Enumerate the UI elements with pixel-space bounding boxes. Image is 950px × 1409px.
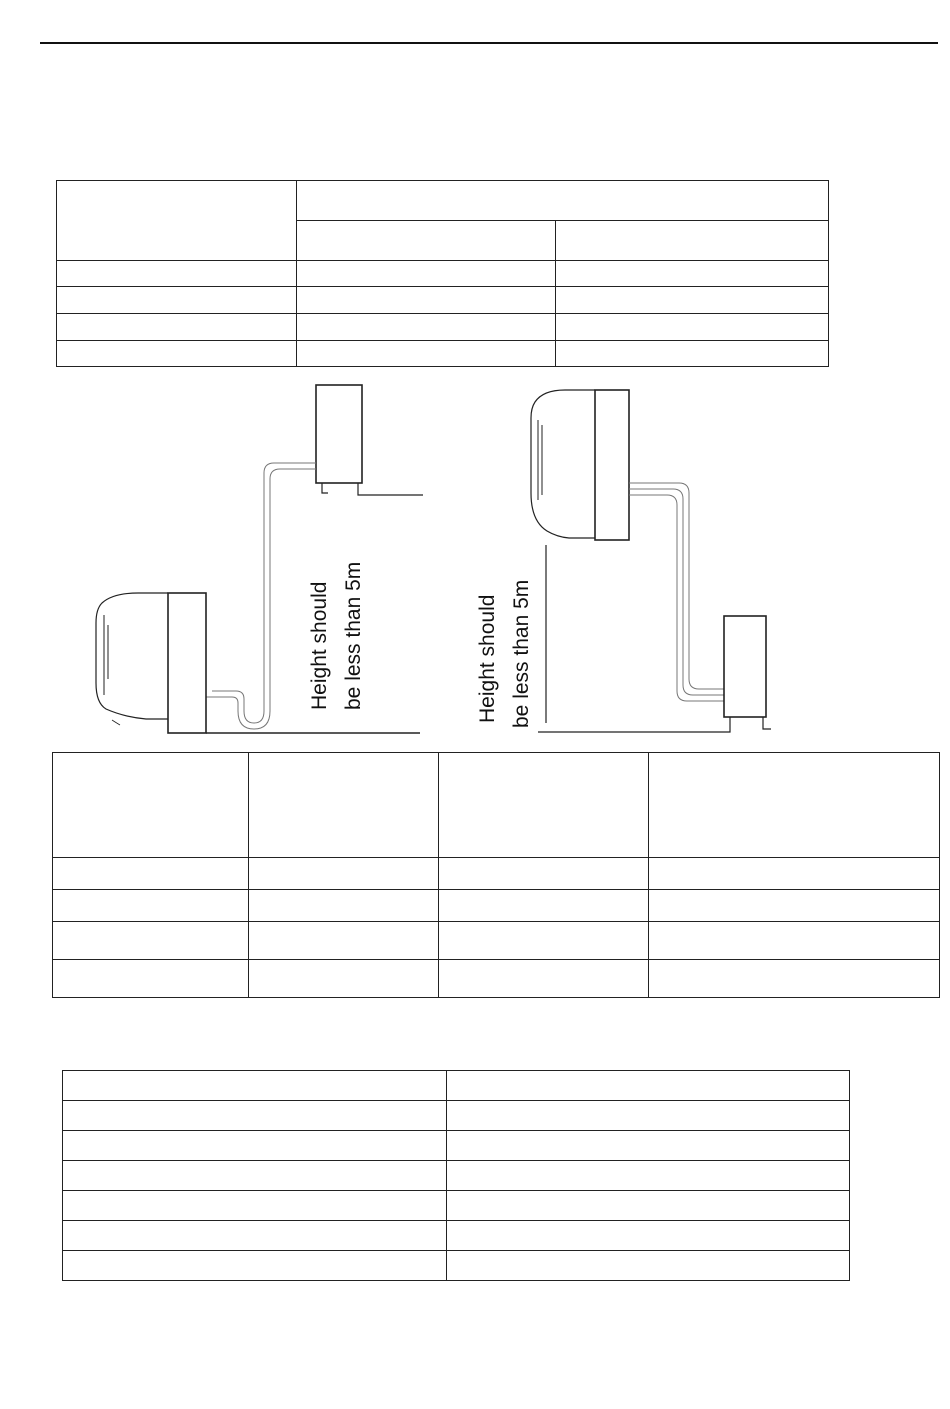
table-row [57, 261, 829, 287]
indoor-unit-left [96, 593, 206, 733]
table-row [53, 890, 940, 922]
refrigerant-pipe-right [629, 483, 724, 701]
table-row [53, 858, 940, 890]
table-row [63, 1071, 850, 1101]
table-row [63, 1191, 850, 1221]
installation-spec-table [52, 752, 940, 998]
pipe-spec-table [56, 180, 829, 367]
table-row [53, 960, 940, 998]
table-row [57, 287, 829, 314]
height-label-right-line1: Height should [476, 594, 499, 723]
indoor-unit-right [531, 390, 629, 540]
table-cell [57, 181, 297, 261]
parameter-table [62, 1070, 850, 1281]
table-cell [297, 181, 829, 221]
installation-height-diagram [90, 375, 790, 745]
table-row [57, 314, 829, 341]
header-rule [40, 42, 938, 44]
table-cell [297, 221, 556, 261]
table-row [63, 1221, 850, 1251]
table-row [53, 753, 940, 858]
table-row [63, 1161, 850, 1191]
outdoor-unit-left [316, 385, 423, 495]
refrigerant-pipe-left [206, 463, 316, 729]
height-label-right-line2: be less than 5m [510, 579, 533, 728]
table-row [63, 1101, 850, 1131]
table-row [57, 341, 829, 367]
table-row [63, 1251, 850, 1281]
table-row [53, 922, 940, 960]
table-row [63, 1131, 850, 1161]
table-cell [556, 221, 829, 261]
outdoor-unit-right [538, 616, 771, 732]
height-label-left-line1: Height should [308, 581, 331, 710]
height-label-left-line2: be less than 5m [342, 561, 365, 710]
